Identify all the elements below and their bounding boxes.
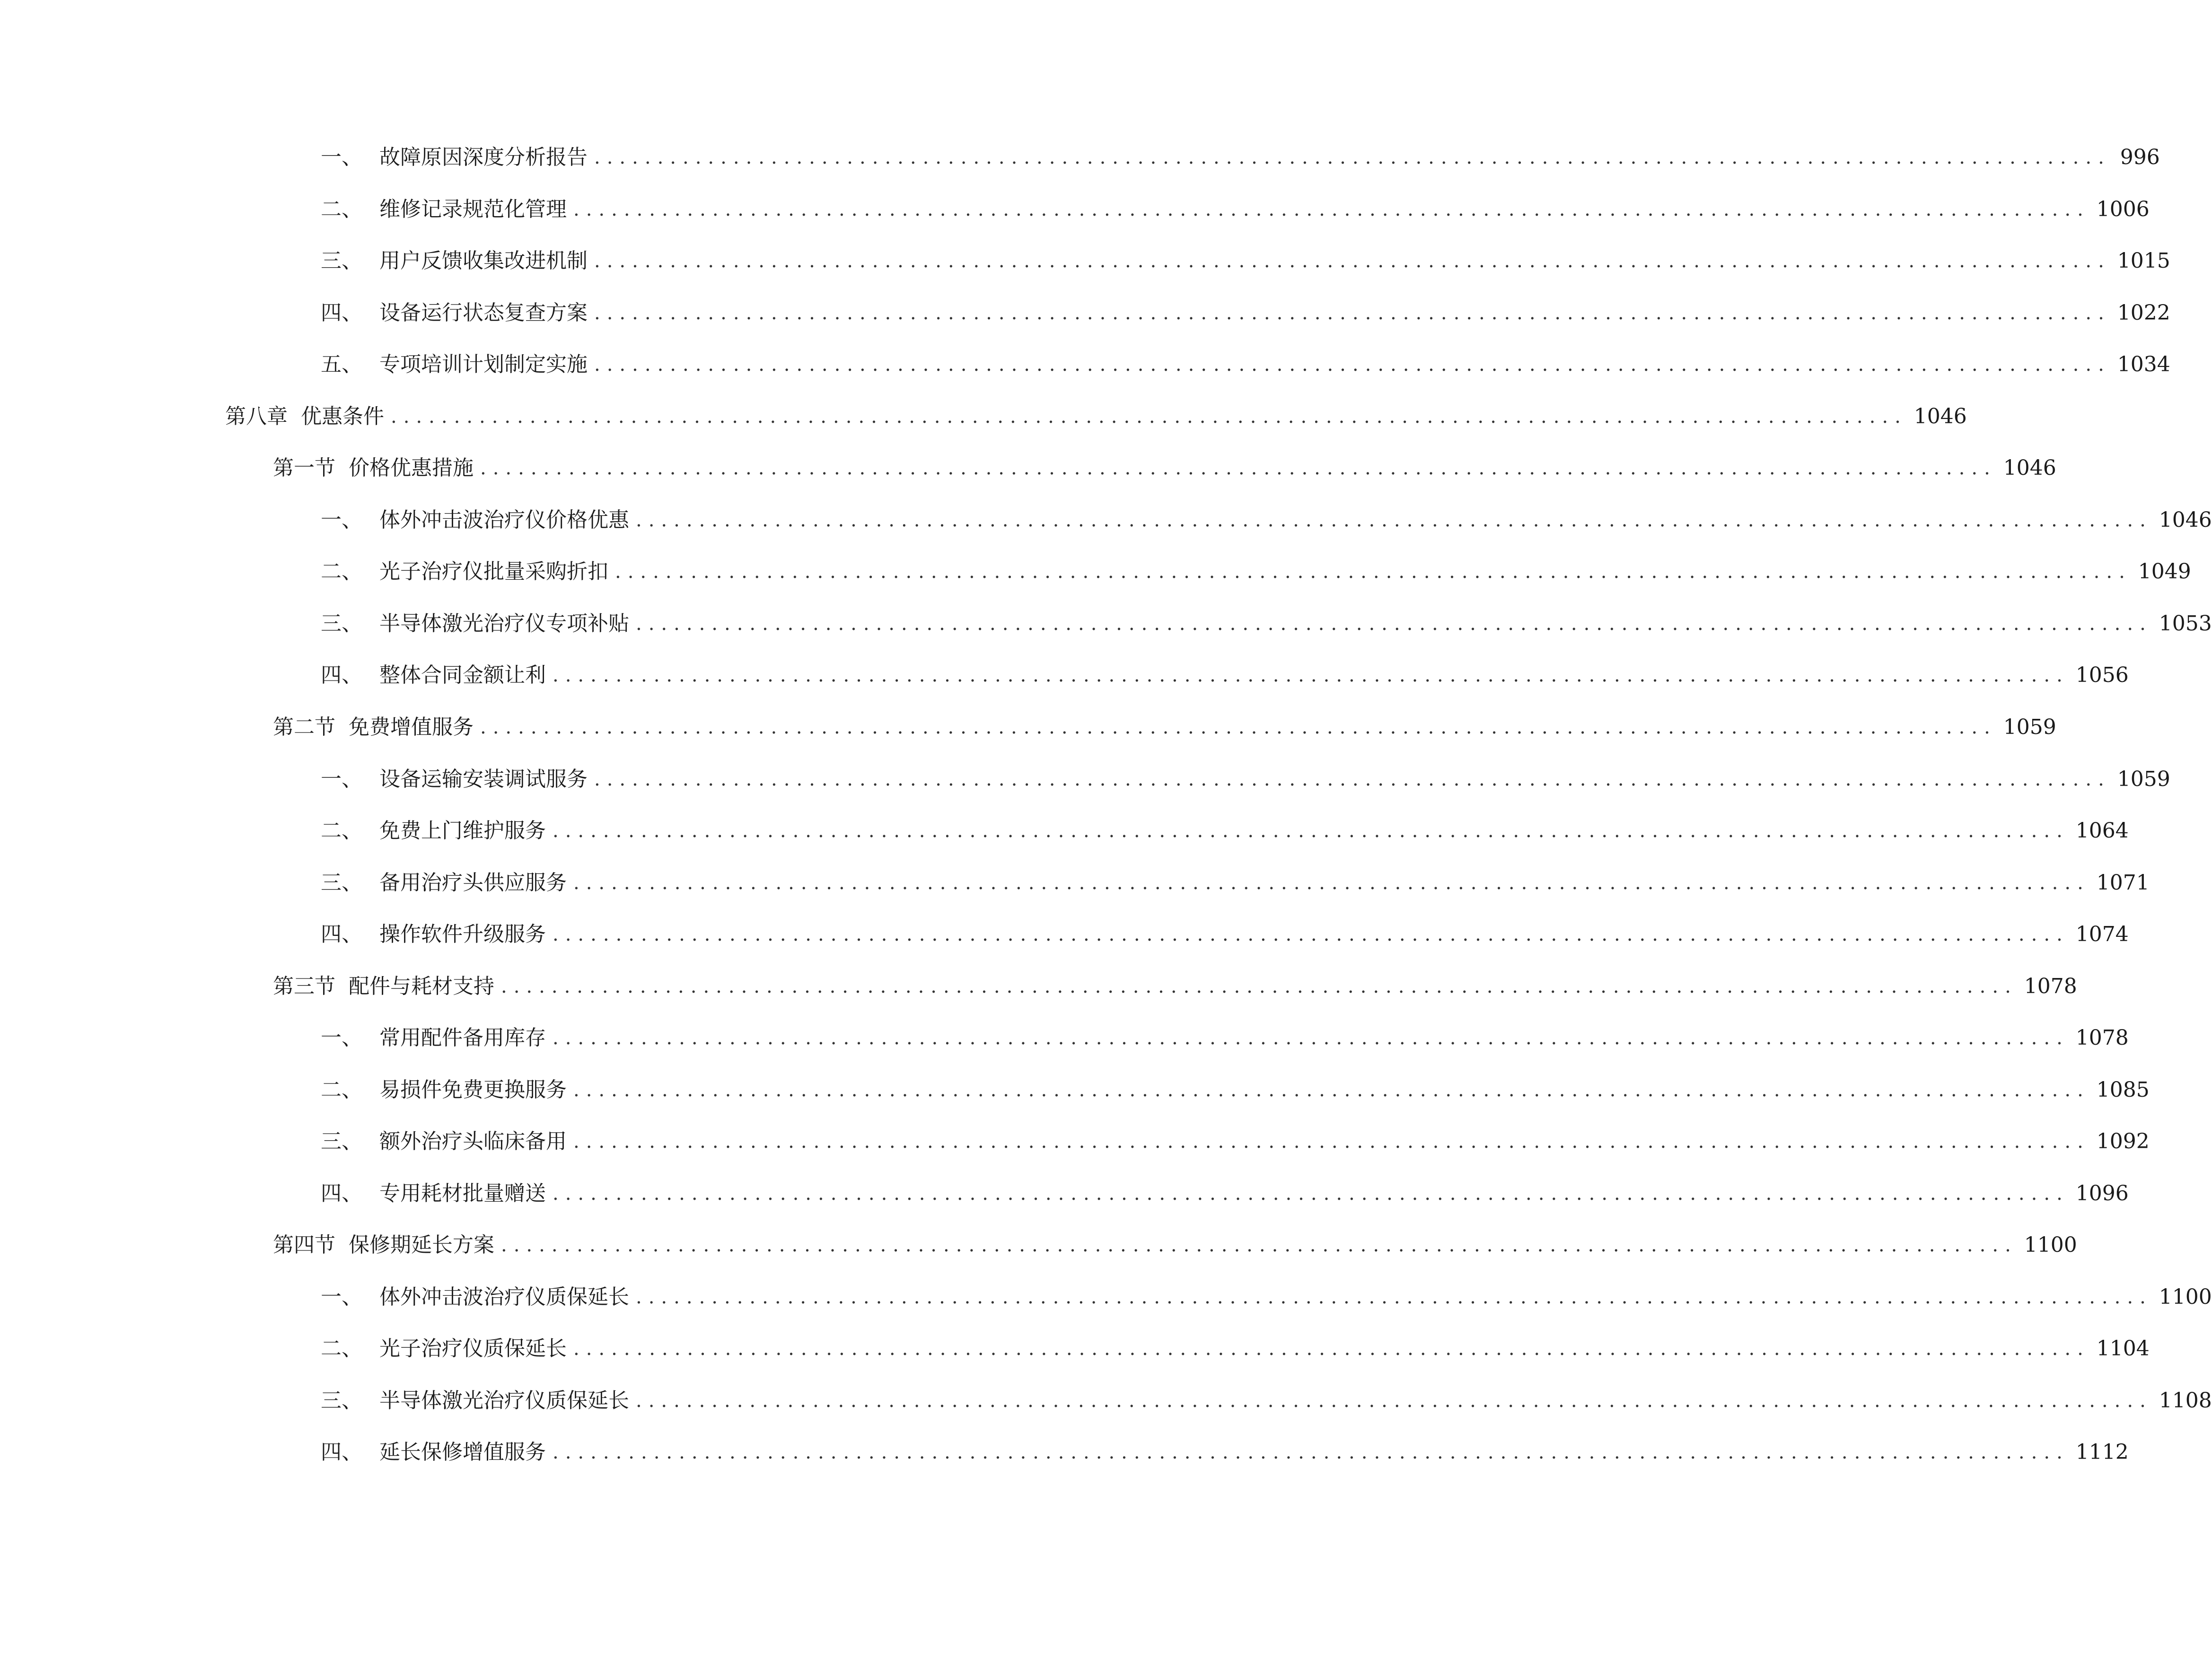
dot-leader: ........................................................................................................................ (553, 820, 2069, 842)
section-number: 第三节 (273, 974, 335, 998)
entry-page-number: 1046 (2003, 456, 2056, 480)
entry-title: 延长保修增值服务 (379, 1440, 546, 1464)
entry-title: 光子治疗仪质保延长 (379, 1336, 567, 1361)
toc-entry[interactable] (321, 1375, 2212, 1427)
toc-chapter-entry[interactable] (225, 391, 1967, 443)
dot-leader: ........................................................................................................................ (594, 147, 2111, 168)
toc-entry[interactable] (321, 287, 2170, 339)
entry-number: 二、 (321, 1336, 362, 1361)
entry-title: 专用耗材批量赠送 (379, 1181, 546, 1205)
entry-page-number: 1034 (2117, 352, 2170, 376)
entry-page-number: 1056 (2075, 663, 2129, 687)
toc-section-entry[interactable] (273, 1219, 2077, 1271)
dot-leader: ........................................................................................................................ (594, 302, 2111, 324)
entry-number: 一、 (321, 767, 362, 791)
toc-entry[interactable] (321, 131, 2160, 183)
dot-leader: ........................................................................................................................ (573, 1131, 2090, 1153)
entry-number: 二、 (321, 197, 362, 221)
dot-leader: ........................................................................................................................ (553, 664, 2069, 686)
entry-title: 常用配件备用库存 (379, 1026, 546, 1050)
entry-number: 二、 (321, 559, 362, 584)
dot-leader: ........................................................................................................................ (553, 1183, 2069, 1205)
dot-leader: ........................................................................................................................ (573, 1079, 2090, 1101)
entry-title: 半导体激光治疗仪质保延长 (379, 1388, 629, 1413)
entry-title: 设备运行状态复查方案 (379, 301, 588, 325)
dot-leader: ........................................................................................................................ (615, 561, 2132, 583)
entry-title: 备用治疗头供应服务 (379, 871, 567, 895)
entry-page-number: 1112 (2075, 1440, 2129, 1464)
toc-entry[interactable] (321, 1168, 2129, 1220)
entry-page-number: 1085 (2096, 1078, 2150, 1102)
dot-leader: ........................................................................................................................ (636, 1286, 2152, 1308)
entry-title: 设备运输安装调试服务 (379, 767, 588, 791)
dot-leader: ........................................................................................................................ (501, 976, 2018, 997)
toc-entry[interactable] (321, 1271, 2212, 1323)
entry-page-number: 1022 (2117, 301, 2170, 325)
entry-number: 四、 (321, 663, 362, 687)
toc-entry[interactable] (321, 805, 2129, 857)
section-number: 第四节 (273, 1233, 335, 1257)
entry-page-number: 1046 (2159, 508, 2212, 532)
entry-page-number: 1074 (2075, 922, 2129, 946)
entry-number: 三、 (321, 871, 362, 895)
toc-section-entry[interactable] (273, 701, 2056, 753)
entry-number: 一、 (321, 508, 362, 532)
entry-number: 四、 (321, 922, 362, 946)
entry-page-number: 1078 (2024, 974, 2077, 998)
entry-title: 额外治疗头临床备用 (379, 1129, 567, 1153)
entry-number: 一、 (321, 1026, 362, 1050)
section-number: 第一节 (273, 456, 335, 480)
entry-title: 体外冲击波治疗仪质保延长 (379, 1285, 629, 1309)
entry-page-number: 1053 (2159, 611, 2212, 636)
entry-number: 二、 (321, 1078, 362, 1102)
entry-title: 专项培训计划制定实施 (379, 352, 588, 376)
entry-number: 四、 (321, 301, 362, 325)
entry-title: 光子治疗仪批量采购折扣 (379, 559, 608, 584)
dot-leader: ........................................................................................................................ (553, 1027, 2069, 1049)
dot-leader: ........................................................................................................................ (480, 457, 1997, 479)
entry-number: 四、 (321, 1440, 362, 1464)
section-number: 第二节 (273, 715, 335, 739)
dot-leader: ........................................................................................................................ (553, 1441, 2069, 1463)
entry-number: 五、 (321, 352, 362, 376)
entry-page-number: 1049 (2138, 559, 2191, 584)
chapter-number: 第八章 (225, 404, 288, 428)
toc-entry[interactable] (321, 908, 2129, 960)
entry-number: 三、 (321, 1129, 362, 1153)
entry-title: 体外冲击波治疗仪价格优惠 (379, 508, 629, 532)
entry-title: 半导体激光治疗仪专项补贴 (379, 611, 629, 636)
toc-entry[interactable] (321, 649, 2129, 701)
entry-number: 四、 (321, 1181, 362, 1205)
section-title: 配件与耗材支持 (349, 974, 494, 998)
entry-title: 操作软件升级服务 (379, 922, 546, 946)
toc-entry[interactable] (321, 546, 2191, 598)
toc-entry[interactable] (321, 1012, 2129, 1064)
dot-leader: ........................................................................................................................ (573, 1338, 2090, 1360)
toc-entry[interactable] (321, 183, 2150, 236)
entry-title: 维修记录规范化管理 (379, 197, 567, 221)
entry-title: 免费上门维护服务 (379, 819, 546, 843)
dot-leader: ........................................................................................................................ (594, 354, 2111, 375)
entry-page-number: 1108 (2159, 1388, 2212, 1413)
entry-title: 整体合同金额让利 (379, 663, 546, 687)
dot-leader: ........................................................................................................................ (501, 1234, 2018, 1256)
toc-entry[interactable] (321, 1064, 2150, 1116)
dot-leader: ........................................................................................................................ (573, 872, 2090, 894)
toc-entry[interactable] (321, 753, 2170, 805)
toc-section-entry[interactable] (273, 960, 2077, 1013)
toc-entry[interactable] (321, 494, 2212, 546)
entry-title: 用户反馈收集改进机制 (379, 249, 588, 273)
entry-page-number: 1100 (2024, 1233, 2077, 1257)
section-title: 免费增值服务 (349, 715, 474, 739)
entry-number: 三、 (321, 611, 362, 636)
entry-page-number: 1100 (2159, 1285, 2212, 1309)
toc-entry[interactable] (321, 1116, 2150, 1168)
entry-page-number: 1059 (2117, 767, 2170, 791)
entry-page-number: 1078 (2075, 1026, 2129, 1050)
dot-leader: ........................................................................................................................ (636, 613, 2152, 635)
dot-leader: ........................................................................................................................ (573, 199, 2090, 220)
entry-number: 三、 (321, 1388, 362, 1413)
entry-page-number: 1096 (2075, 1181, 2129, 1205)
section-title: 价格优惠措施 (349, 456, 474, 480)
dot-leader: ........................................................................................................................ (553, 924, 2069, 945)
entry-page-number: 1064 (2075, 819, 2129, 843)
toc-entry[interactable] (321, 235, 2170, 287)
toc-entry[interactable] (321, 339, 2170, 391)
entry-number: 二、 (321, 819, 362, 843)
entry-page-number: 1059 (2003, 715, 2056, 739)
entry-number: 一、 (321, 145, 362, 169)
toc-entry[interactable] (321, 857, 2150, 909)
dot-leader: ........................................................................................................................ (594, 768, 2111, 790)
dot-leader: ........................................................................................................................ (636, 509, 2152, 531)
dot-leader: ........................................................................................................................ (636, 1390, 2152, 1412)
dot-leader: ........................................................................................................................ (480, 716, 1997, 738)
entry-page-number: 1006 (2096, 197, 2150, 221)
dot-leader: ........................................................................................................................ (594, 250, 2111, 272)
toc-entry[interactable] (321, 1323, 2150, 1375)
chapter-title: 优惠条件 (301, 404, 384, 428)
entry-page-number: 1092 (2096, 1129, 2150, 1153)
entry-title: 易损件免费更换服务 (379, 1078, 567, 1102)
entry-title: 故障原因深度分析报告 (379, 145, 588, 169)
toc-entry[interactable] (321, 1426, 2129, 1478)
entry-page-number: 996 (2120, 145, 2160, 169)
entry-page-number: 1071 (2096, 871, 2150, 895)
entry-page-number: 1046 (1914, 404, 1967, 428)
entry-number: 一、 (321, 1285, 362, 1309)
dot-leader: ........................................................................................................................ (391, 406, 1907, 428)
entry-page-number: 1015 (2117, 249, 2170, 273)
toc-entry[interactable] (321, 598, 2212, 650)
entry-number: 三、 (321, 249, 362, 273)
section-title: 保修期延长方案 (349, 1233, 494, 1257)
entry-page-number: 1104 (2096, 1336, 2150, 1361)
toc-section-entry[interactable] (273, 442, 2056, 494)
